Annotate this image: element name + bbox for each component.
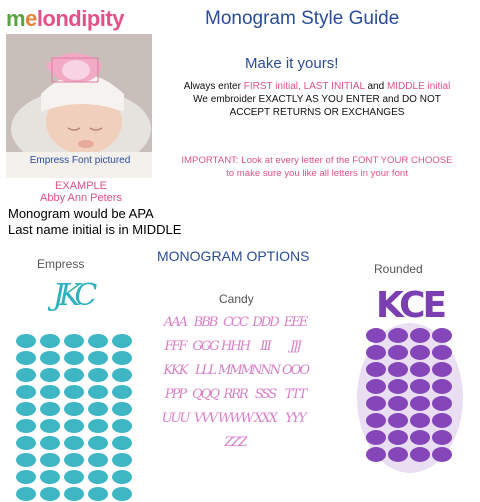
candy-letter-sample [250, 310, 280, 334]
empress-letter-sample [38, 400, 62, 417]
empress-letter-mark [88, 368, 108, 382]
empress-letter-sample [86, 468, 110, 485]
rounded-letter-sample [365, 412, 387, 429]
empress-letter-mark [112, 368, 132, 382]
empress-letter-mark [88, 419, 108, 433]
empress-letter-mark [16, 436, 36, 450]
rounded-letter-mark [410, 379, 430, 394]
rounded-letter-mark [432, 413, 452, 428]
logo-part-e: e [25, 6, 37, 31]
empress-letter-mark [88, 351, 108, 365]
rounded-letter-sample [409, 344, 431, 361]
empress-letter-mark [64, 470, 84, 484]
empress-letter-sample [62, 417, 86, 434]
candy-letter-text: NNN [250, 362, 280, 378]
empress-sample-monogram: JKC [52, 278, 92, 313]
empress-letter-mark [40, 470, 60, 484]
empress-letter-sample [86, 400, 110, 417]
empress-letter-sample [110, 332, 134, 349]
rounded-letter-mark [366, 430, 386, 445]
rounded-letter-sample [387, 429, 409, 446]
rounded-sample-monogram: KCE [375, 285, 445, 326]
empress-letter-mark [16, 385, 36, 399]
empress-letter-sample [86, 485, 110, 502]
instruction-line-3: ACCEPT RETURNS OR EXCHANGES [229, 107, 405, 118]
candy-letter-sample [220, 310, 250, 334]
empress-letter-sample [38, 485, 62, 502]
example-label: EXAMPLE [55, 180, 107, 192]
empress-letter-mark [16, 334, 36, 348]
candy-letter-text: VVV [193, 410, 217, 426]
empress-letter-mark [16, 351, 36, 365]
brand-logo [6, 6, 124, 32]
empress-letter-mark [64, 419, 84, 433]
empress-letter-mark [112, 334, 132, 348]
candy-letter-text: AAA [163, 314, 187, 330]
empress-letter-sample [38, 451, 62, 468]
empress-letter-mark [16, 402, 36, 416]
rounded-letter-mark [366, 345, 386, 360]
candy-letter-text: ZZZ [224, 434, 246, 450]
empress-letter-mark [16, 487, 36, 501]
empress-letter-sample [110, 451, 134, 468]
rounded-letter-mark [366, 379, 386, 394]
instruction-line-2: We embroider EXACTLY AS YOU ENTER and DO NOT [193, 94, 441, 105]
rounded-letter-sample [409, 361, 431, 378]
empress-letter-mark [112, 453, 132, 467]
rounded-letter-mark [366, 413, 386, 428]
empress-letter-mark [88, 385, 108, 399]
candy-letter-text: GGG [192, 338, 218, 354]
candy-letter-sample [217, 406, 253, 430]
rounded-letter-mark [432, 345, 452, 360]
important-line-2: to make sure you like all letters in your font [226, 168, 408, 179]
candy-letter-text: XXX [254, 410, 276, 426]
logo-part-m: m [6, 6, 26, 31]
empress-letter-mark [40, 402, 60, 416]
candy-letter-text: FFF [164, 338, 186, 354]
rounded-letter-mark [388, 396, 408, 411]
rounded-letter-sample [409, 327, 431, 344]
rounded-letter-mark [432, 396, 452, 411]
rounded-letter-mark [432, 328, 452, 343]
empress-letter-sample [14, 485, 38, 502]
rounded-letter-sample [365, 395, 387, 412]
rounded-letter-mark [366, 396, 386, 411]
candy-letter-sample [190, 310, 220, 334]
candy-letter-text: CCC [223, 314, 247, 330]
empress-letter-sample [62, 468, 86, 485]
candy-letter-sample [190, 406, 220, 430]
candy-letter-text: III [260, 338, 270, 354]
empress-letter-mark [64, 368, 84, 382]
rounded-letter-sample [431, 429, 453, 446]
rounded-letter-mark [388, 362, 408, 377]
rounded-letter-sample [365, 378, 387, 395]
empress-letter-sample [14, 332, 38, 349]
candy-letter-text: MMM [218, 362, 252, 378]
empress-font-panel [14, 278, 134, 470]
empress-letter-sample [38, 434, 62, 451]
rounded-letter-sample [365, 446, 387, 463]
rounded-letter-sample [365, 344, 387, 361]
monogram-options-heading: MONOGRAM OPTIONS [157, 248, 310, 264]
empress-letter-mark [40, 453, 60, 467]
empress-letter-mark [88, 402, 108, 416]
empress-letter-sample [110, 485, 134, 502]
empress-letter-mark [112, 402, 132, 416]
empress-letter-mark [40, 487, 60, 501]
candy-letter-grid [160, 310, 310, 454]
example-name: Abby Ann Peters [40, 192, 122, 204]
empress-letter-sample [38, 366, 62, 383]
empress-letter-mark [88, 487, 108, 501]
empress-letter-mark [40, 385, 60, 399]
empress-letter-mark [64, 402, 84, 416]
candy-letter-sample [250, 334, 280, 358]
candy-font-panel [160, 310, 310, 470]
rounded-letter-mark [388, 379, 408, 394]
empress-letter-mark [64, 385, 84, 399]
empress-letter-sample [14, 451, 38, 468]
empress-letter-sample [110, 468, 134, 485]
empress-letter-grid [14, 332, 134, 502]
rounded-letter-sample [365, 429, 387, 446]
rounded-letter-sample [387, 395, 409, 412]
rule-first: FIRST initial, [243, 81, 304, 92]
empress-letter-mark [16, 453, 36, 467]
rounded-letter-mark [432, 430, 452, 445]
empress-letter-mark [112, 470, 132, 484]
rounded-letter-grid [365, 327, 455, 463]
empress-letter-mark [64, 351, 84, 365]
page-title: Monogram Style Guide [205, 8, 400, 29]
candy-letter-sample [190, 382, 220, 406]
candy-letter-text: KKK [163, 362, 187, 378]
candy-letter-sample [220, 382, 250, 406]
candy-letter-sample [250, 406, 280, 430]
important-line-1: IMPORTANT: Look at every letter of the FONT YOUR CHOOSE [181, 155, 453, 166]
candy-letter-sample [190, 334, 220, 358]
rounded-letter-sample [409, 446, 431, 463]
candy-letter-text: QQQ [192, 386, 218, 402]
candy-letter-sample [250, 358, 280, 382]
rounded-letter-mark [366, 328, 386, 343]
rule-and: and [364, 81, 387, 92]
rounded-letter-mark [410, 413, 430, 428]
rule-middle: MIDDLE initial [386, 81, 451, 92]
rounded-letter-sample [409, 412, 431, 429]
empress-letter-sample [38, 383, 62, 400]
empress-letter-mark [40, 351, 60, 365]
rounded-letter-sample [431, 327, 453, 344]
candy-letter-sample [250, 382, 280, 406]
empress-letter-sample [62, 349, 86, 366]
rounded-font-panel [355, 285, 465, 470]
rounded-letter-mark [410, 396, 430, 411]
candy-letter-text: UUU [161, 410, 189, 426]
empress-letter-sample [110, 366, 134, 383]
rounded-letter-sample [431, 361, 453, 378]
empress-letter-sample [62, 383, 86, 400]
empress-letter-mark [88, 470, 108, 484]
empress-letter-sample [62, 400, 86, 417]
empress-letter-mark [112, 436, 132, 450]
empress-letter-sample [62, 434, 86, 451]
rounded-letter-sample [387, 378, 409, 395]
empress-letter-sample [110, 434, 134, 451]
rounded-letter-sample [387, 412, 409, 429]
rounded-letter-sample [387, 327, 409, 344]
empress-letter-mark [112, 487, 132, 501]
rounded-letter-mark [432, 362, 452, 377]
rounded-letter-mark [366, 447, 386, 462]
empress-letter-sample [110, 349, 134, 366]
candy-letter-text: HHH [220, 338, 249, 354]
empress-letter-sample [110, 417, 134, 434]
empress-letter-mark [88, 436, 108, 450]
rounded-letter-sample [409, 429, 431, 446]
rounded-letter-mark [388, 345, 408, 360]
empress-letter-sample [86, 451, 110, 468]
candy-letter-sample [220, 358, 250, 382]
empress-letter-mark [112, 419, 132, 433]
make-it-yours-heading: Make it yours! [245, 55, 339, 72]
candy-letter-text: WWW [217, 410, 253, 426]
candy-letter-sample [280, 310, 310, 334]
candy-letter-sample [160, 358, 190, 382]
candy-letter-text: SSS [254, 386, 276, 402]
candy-letter-text: TTT [284, 386, 306, 402]
rule-prefix: Always enter [183, 81, 244, 92]
empress-letter-mark [40, 334, 60, 348]
rounded-letter-mark [388, 447, 408, 462]
empress-letter-sample [86, 332, 110, 349]
photo-caption: Empress Font pictured [29, 155, 131, 166]
candy-letter-text: JJJ [290, 338, 300, 354]
empress-letter-mark [64, 334, 84, 348]
font-name-candy: Candy [219, 292, 254, 306]
empress-letter-sample [14, 434, 38, 451]
candy-letter-sample [280, 358, 310, 382]
candy-letter-text: RRR [223, 386, 247, 402]
empress-letter-mark [64, 453, 84, 467]
logo-part-rest: londipity [36, 6, 124, 31]
empress-letter-sample [14, 417, 38, 434]
empress-letter-mark [16, 470, 36, 484]
candy-letter-text: LLL [195, 362, 215, 378]
rounded-letter-sample [431, 412, 453, 429]
rounded-letter-mark [410, 345, 430, 360]
rounded-letter-sample [387, 344, 409, 361]
empress-letter-sample [62, 451, 86, 468]
font-name-empress: Empress [37, 257, 85, 271]
candy-letter-text: OOO [282, 362, 308, 378]
rounded-letter-sample [365, 361, 387, 378]
empress-letter-sample [86, 349, 110, 366]
rounded-letter-mark [410, 328, 430, 343]
candy-letter-text: YYY [285, 410, 305, 426]
candy-letter-sample [280, 406, 310, 430]
rounded-letter-mark [388, 413, 408, 428]
empress-letter-sample [38, 417, 62, 434]
empress-letter-mark [16, 368, 36, 382]
rounded-letter-sample [365, 327, 387, 344]
empress-letter-mark [40, 419, 60, 433]
candy-letter-sample [280, 334, 310, 358]
empress-letter-mark [112, 385, 132, 399]
empress-letter-mark [16, 419, 36, 433]
empress-letter-mark [88, 334, 108, 348]
candy-letter-sample [160, 334, 190, 358]
empress-letter-sample [14, 349, 38, 366]
rounded-letter-sample [387, 446, 409, 463]
empress-letter-sample [110, 383, 134, 400]
empress-letter-sample [62, 485, 86, 502]
empress-letter-sample [62, 366, 86, 383]
empress-letter-sample [38, 332, 62, 349]
candy-letter-sample [190, 358, 220, 382]
empress-letter-mark [112, 351, 132, 365]
rounded-letter-sample [409, 378, 431, 395]
rounded-letter-mark [432, 447, 452, 462]
rounded-letter-mark [432, 379, 452, 394]
candy-letter-sample [160, 310, 190, 334]
empress-letter-sample [86, 366, 110, 383]
rounded-letter-sample [409, 395, 431, 412]
empress-letter-mark [64, 487, 84, 501]
empress-letter-mark [64, 436, 84, 450]
empress-letter-mark [40, 368, 60, 382]
rounded-letter-mark [410, 362, 430, 377]
empress-letter-sample [62, 332, 86, 349]
rounded-letter-mark [388, 430, 408, 445]
empress-letter-sample [110, 400, 134, 417]
empress-letter-mark [88, 453, 108, 467]
empress-letter-sample [14, 366, 38, 383]
rounded-letter-sample [387, 361, 409, 378]
empress-letter-sample [86, 434, 110, 451]
candy-letter-text: EEE [283, 314, 307, 330]
candy-letter-text: BBB [193, 314, 217, 330]
candy-letter-text: PPP [164, 386, 186, 402]
candy-letter-sample [220, 334, 250, 358]
candy-letter-text: DDD [252, 314, 278, 330]
rule-last: LAST INITIAL [303, 81, 365, 92]
empress-letter-sample [86, 417, 110, 434]
example-last-initial: Last name initial is in MIDDLE [8, 222, 182, 237]
candy-letter-sample [280, 382, 310, 406]
example-monogram: Monogram would be APA [8, 206, 154, 221]
empress-letter-sample [14, 400, 38, 417]
candy-letter-sample [160, 382, 190, 406]
rounded-letter-sample [431, 378, 453, 395]
rounded-letter-sample [431, 395, 453, 412]
rounded-letter-mark [366, 362, 386, 377]
candy-letter-sample [160, 406, 190, 430]
rounded-letter-sample [431, 446, 453, 463]
empress-letter-sample [14, 468, 38, 485]
candy-letter-sample [220, 430, 250, 454]
instruction-line-1 [158, 80, 476, 93]
rounded-letter-sample [431, 344, 453, 361]
empress-letter-sample [38, 349, 62, 366]
empress-letter-sample [86, 383, 110, 400]
empress-letter-sample [14, 383, 38, 400]
rounded-letter-mark [410, 430, 430, 445]
empress-letter-mark [40, 436, 60, 450]
font-name-rounded: Rounded [374, 262, 423, 276]
rounded-letter-mark [410, 447, 430, 462]
rounded-letter-mark [388, 328, 408, 343]
empress-letter-sample [38, 468, 62, 485]
